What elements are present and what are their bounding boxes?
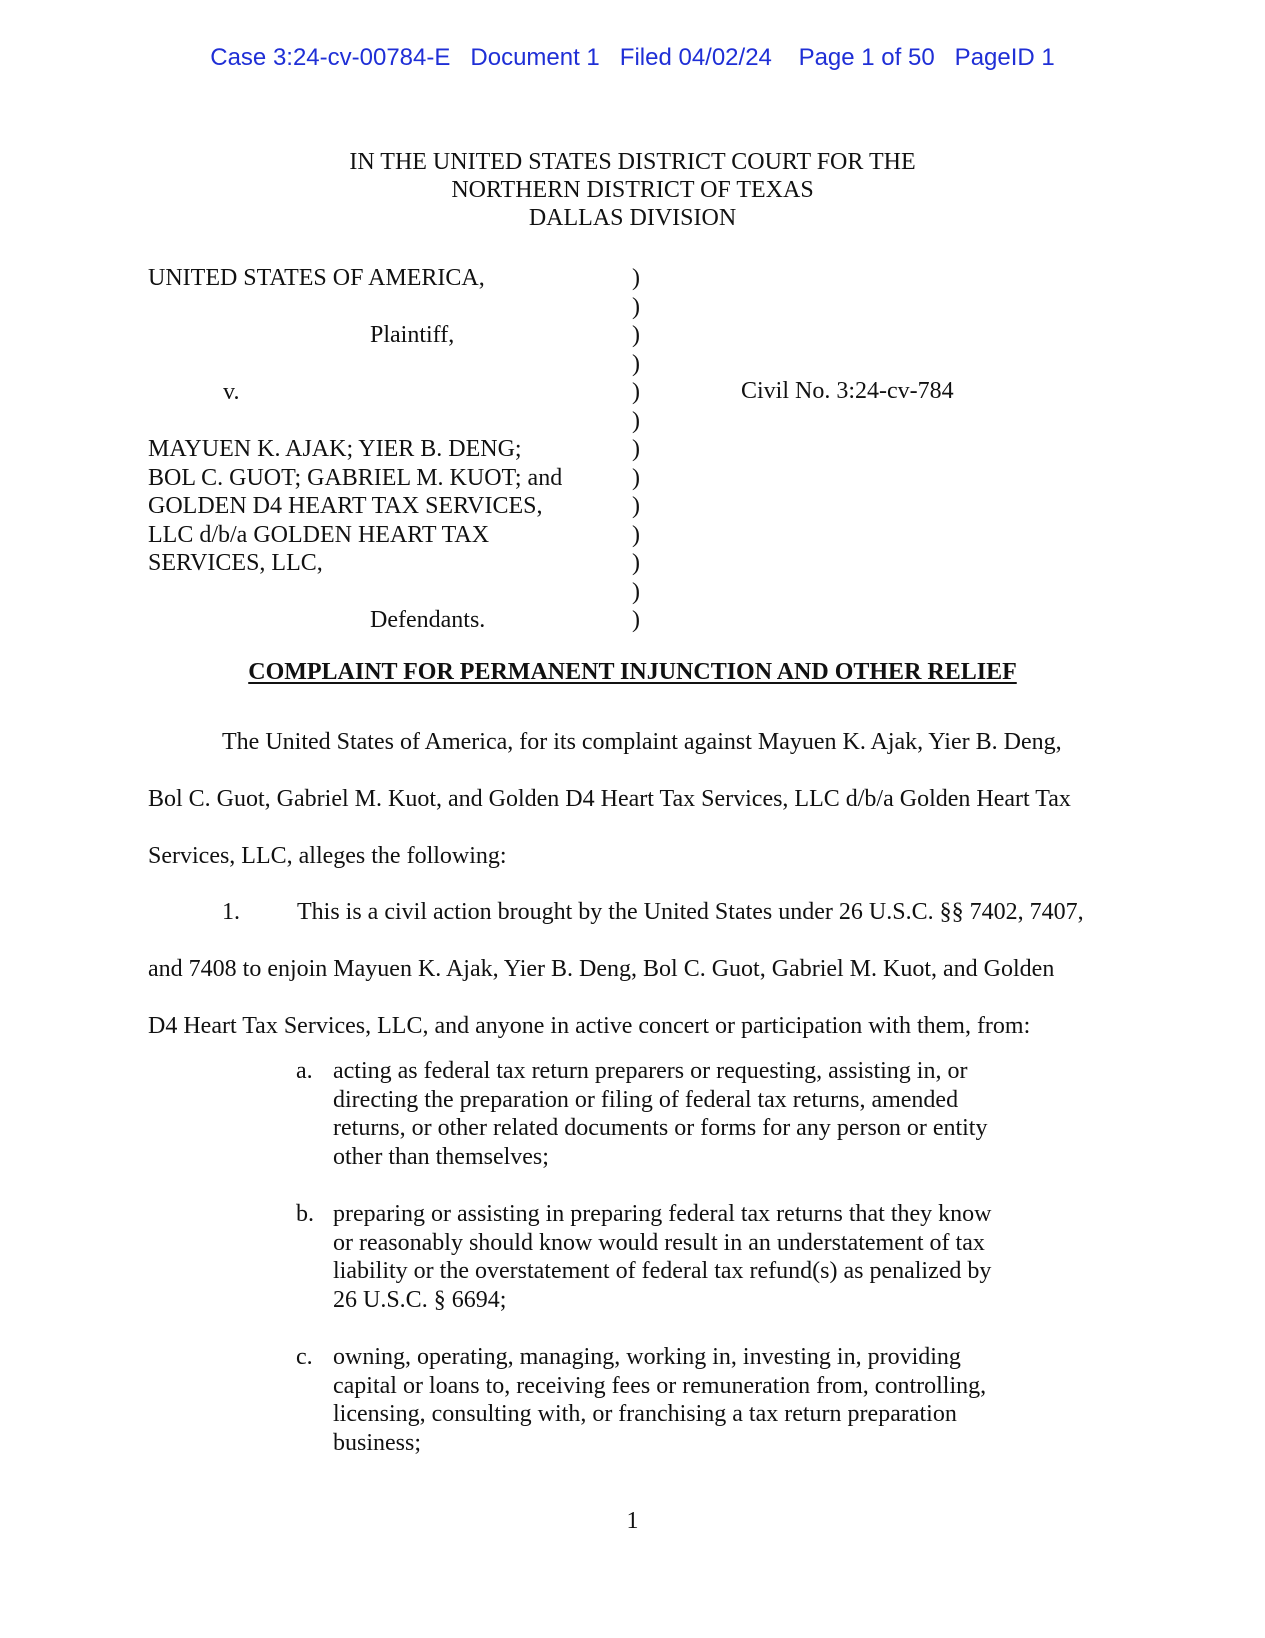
complaint-title: COMPLAINT FOR PERMANENT INJUNCTION AND OTHER RELIEF <box>248 659 1017 685</box>
list-item-line: acting as federal tax return preparers or requesting, assisting in, or <box>333 1058 968 1084</box>
caption-paren: ) <box>632 607 640 633</box>
caption-paren: ) <box>632 521 640 548</box>
caption-paren: ) <box>632 578 640 605</box>
caption-paren: ) <box>632 379 640 405</box>
list-item-letter: b. <box>296 1201 314 1227</box>
court-caption <box>0 148 1265 232</box>
defendant-line: GOLDEN D4 HEART TAX SERVICES, <box>148 493 543 519</box>
caption-paren: ) <box>632 436 640 462</box>
list-item-text <box>333 1200 1023 1314</box>
civil-case-number: Civil No. 3:24-cv-784 <box>741 378 954 404</box>
court-line-3: DALLAS DIVISION <box>528 205 737 231</box>
caption-paren-column <box>632 264 640 635</box>
list-item-line: business; <box>333 1429 422 1456</box>
paragraph-1 <box>148 884 1108 1055</box>
defendants-role: Defendants. <box>370 607 486 633</box>
intro-paragraph <box>148 714 1108 885</box>
list-item-line: other than themselves; <box>333 1143 549 1170</box>
list-item-line: liability or the overstatement of federal tax refund(s) as penalized by <box>333 1258 992 1284</box>
paragraph-number: 1. <box>222 899 240 925</box>
defendant-line: LLC d/b/a GOLDEN HEART TAX <box>148 521 490 548</box>
caption-paren: ) <box>632 322 640 348</box>
versus-label: v. <box>223 379 240 405</box>
intro-line-2: Bol C. Guot, Gabriel M. Kuot, and Golden D4 Heart Tax Services, LLC d/b/a Golden Heart Tax <box>148 786 1071 812</box>
list-item-text <box>333 1057 1023 1171</box>
list-item-line: capital or loans to, receiving fees or remuneration from, controlling, <box>333 1372 987 1399</box>
list-item-line: licensing, consulting with, or franchising a tax return preparation <box>333 1401 957 1427</box>
list-item-letter: c. <box>296 1344 313 1370</box>
court-line-2: NORTHERN DISTRICT OF TEXAS <box>451 177 814 203</box>
caption-paren: ) <box>632 493 640 519</box>
list-item-line: directing the preparation or filing of federal tax returns, amended <box>333 1086 959 1113</box>
caption-paren: ) <box>632 293 640 320</box>
list-item-line: returns, or other related documents or forms for any person or entity <box>333 1115 988 1141</box>
ecf-header-stamp: Case 3:24-cv-00784-E Document 1 Filed 04/02/24 Page 1 of 50 PageID 1 <box>210 44 1055 71</box>
caption-paren: ) <box>632 350 640 377</box>
party-block <box>148 264 562 635</box>
plaintiff-role: Plaintiff, <box>370 322 455 348</box>
list-item-text <box>333 1343 1023 1457</box>
list-item-letter: a. <box>296 1058 313 1084</box>
caption-paren: ) <box>632 407 640 434</box>
caption-paren: ) <box>632 464 640 491</box>
list-item-line: 26 U.S.C. § 6694; <box>333 1286 507 1313</box>
plaintiff-name: UNITED STATES OF AMERICA, <box>148 265 485 291</box>
page-number: 1 <box>626 1508 639 1534</box>
defendant-line: SERVICES, LLC, <box>148 550 323 576</box>
intro-line-1: The United States of America, for its complaint against Mayuen K. Ajak, Yier B. Deng, <box>222 729 1062 755</box>
paragraph-1-line-1: This is a civil action brought by the United States under 26 U.S.C. §§ 7402, 7407, <box>297 899 1084 925</box>
caption-paren: ) <box>632 550 640 576</box>
defendant-line: BOL C. GUOT; GABRIEL M. KUOT; and <box>148 464 563 491</box>
paragraph-1-line-2: and 7408 to enjoin Mayuen K. Ajak, Yier B. Deng, Bol C. Guot, Gabriel M. Kuot, and Golden <box>148 956 1055 982</box>
paragraph-1-line-3: D4 Heart Tax Services, LLC, and anyone in active concert or participation with them, from: <box>148 1013 1031 1039</box>
defendant-line: MAYUEN K. AJAK; YIER B. DENG; <box>148 436 522 462</box>
list-item-line: owning, operating, managing, working in, investing in, providing <box>333 1344 961 1370</box>
caption-paren: ) <box>632 265 640 291</box>
list-item-line: or reasonably should know would result in an understatement of tax <box>333 1229 985 1256</box>
intro-line-3: Services, LLC, alleges the following: <box>148 843 507 869</box>
court-line-1: IN THE UNITED STATES DISTRICT COURT FOR THE <box>349 149 916 175</box>
list-item-line: preparing or assisting in preparing federal tax returns that they know <box>333 1201 992 1227</box>
